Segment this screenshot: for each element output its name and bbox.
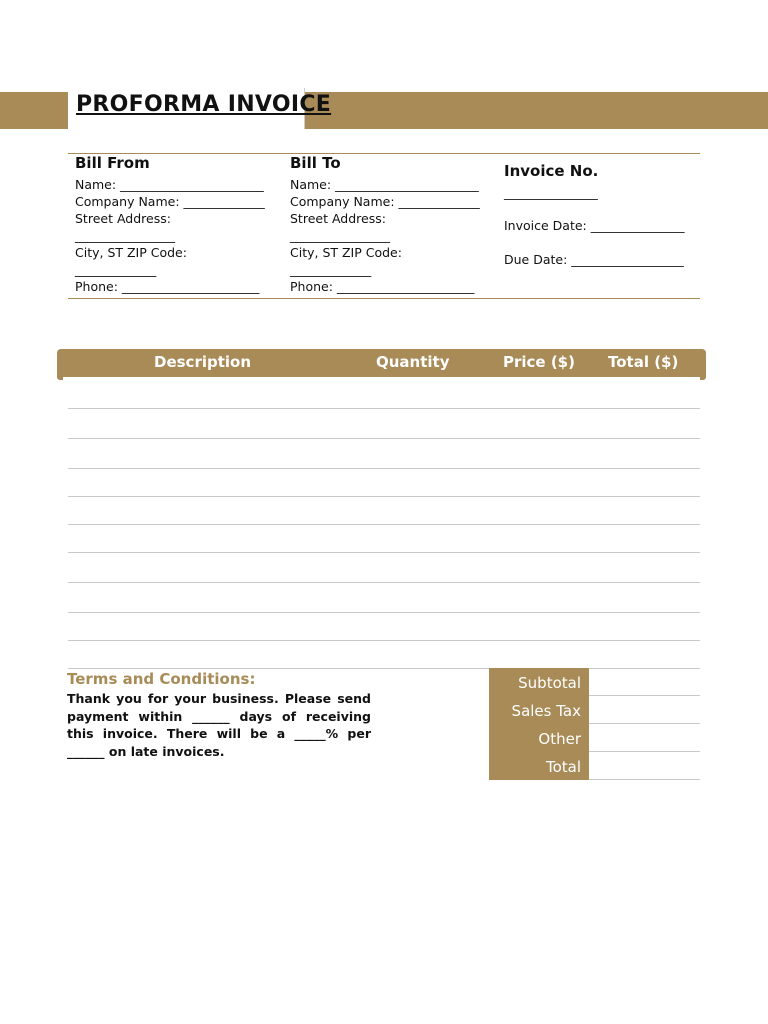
column-header-total: Total ($) xyxy=(608,353,679,371)
bill-from-heading: Bill From xyxy=(75,154,150,172)
terms-text: Thank you for your business. Please send payment within ______ days of receiving this invoice. There will be a _____% per ______ on late invoices. xyxy=(67,691,371,759)
subtotal-value[interactable] xyxy=(589,668,700,695)
column-header-price: Price ($) xyxy=(503,353,575,371)
totals-row-total xyxy=(489,752,700,780)
bill-from-phone: Phone: ______________________ xyxy=(75,279,260,294)
sales-tax-label: Sales Tax xyxy=(489,696,589,724)
totals-row-sales-tax xyxy=(489,696,700,724)
table-row xyxy=(68,496,700,497)
bill-to-street-label: Street Address: xyxy=(290,211,386,226)
bill-from-city-blank: _____________ xyxy=(75,262,157,277)
table-row xyxy=(68,582,700,583)
subtotal-label: Subtotal xyxy=(489,668,589,696)
invoice-number-blank: _______________ xyxy=(504,185,598,200)
table-row xyxy=(68,552,700,553)
total-label: Total xyxy=(489,752,589,780)
items-table-header xyxy=(57,349,706,377)
bill-to-city-blank: _____________ xyxy=(290,262,372,277)
other-label: Other xyxy=(489,724,589,752)
info-bottom-divider xyxy=(68,298,700,299)
bill-to-section xyxy=(290,155,480,295)
total-value[interactable] xyxy=(589,752,700,779)
bill-to-company: Company Name: _____________ xyxy=(290,194,480,209)
bill-from-street-blank: ________________ xyxy=(75,228,175,243)
table-row xyxy=(68,640,700,641)
bill-from-section xyxy=(75,155,265,295)
totals-table xyxy=(489,668,700,780)
bill-to-street-blank: ________________ xyxy=(290,228,390,243)
table-row xyxy=(68,468,700,469)
bill-from-street-label: Street Address: xyxy=(75,211,171,226)
invoice-date: Invoice Date: _______________ xyxy=(504,218,685,233)
bill-to-name: Name: _______________________ xyxy=(290,177,479,192)
title-box xyxy=(68,88,332,129)
header-band-left xyxy=(0,92,68,129)
table-row xyxy=(68,408,700,409)
totals-row-other xyxy=(489,724,700,752)
other-value[interactable] xyxy=(589,724,700,751)
bill-from-name: Name: _______________________ xyxy=(75,177,264,192)
column-header-description: Description xyxy=(154,353,252,371)
invoice-number-heading: Invoice No. xyxy=(504,162,599,180)
invoice-info-section xyxy=(504,163,684,268)
totals-row-subtotal xyxy=(489,668,700,696)
bill-to-heading: Bill To xyxy=(290,154,341,172)
due-date: Due Date: __________________ xyxy=(504,252,684,267)
page-title: PROFORMA INVOICE xyxy=(76,92,332,117)
column-header-quantity: Quantity xyxy=(376,353,450,371)
table-row xyxy=(68,612,700,613)
bill-to-phone: Phone: ______________________ xyxy=(290,279,475,294)
info-top-divider xyxy=(68,153,700,154)
header-band-right xyxy=(304,92,768,129)
table-row xyxy=(68,438,700,439)
bill-to-city-label: City, ST ZIP Code: xyxy=(290,245,402,260)
table-row xyxy=(68,524,700,525)
bill-from-city-label: City, ST ZIP Code: xyxy=(75,245,187,260)
terms-title: Terms and Conditions: xyxy=(67,670,256,688)
sales-tax-value[interactable] xyxy=(589,696,700,723)
bill-from-company: Company Name: _____________ xyxy=(75,194,265,209)
